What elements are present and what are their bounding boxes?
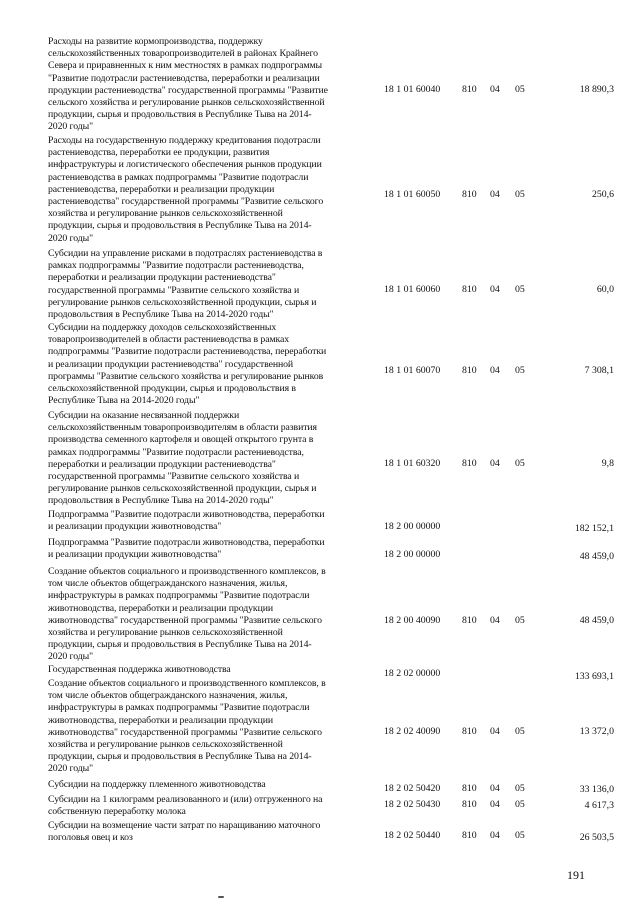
amount: 18 890,3 — [579, 84, 614, 95]
target-code: 18 1 01 60320 — [384, 458, 441, 469]
target-code: 18 1 01 60070 — [384, 365, 441, 376]
section-code: 04 — [490, 726, 500, 737]
section-code: 04 — [490, 830, 500, 841]
subsection-code: 05 — [515, 458, 525, 469]
amount: 26 503,5 — [579, 832, 614, 843]
target-code: 18 2 00 00000 — [384, 521, 441, 532]
amount: 7 308,1 — [584, 365, 614, 376]
subsection-code: 05 — [515, 783, 525, 794]
subsection-code: 05 — [515, 284, 525, 295]
row-description: Расходы на развитие кормопроизводства, поддержку сельскохозяйственных товаропроизводителей в районах Крайнего Севера и приравненных к ним местностях в рамках подпрограммы "Развитие подотрасли растениеводства, переработки и реализации продукции растениеводства" государственной программы "Развитие сельского хозяйства и регулирование рынков сельскохозяйственной продукции, сырья и продовольствия в Республике Тыва на 2014- 2020 годы" — [48, 36, 328, 133]
target-code: 18 1 01 60040 — [384, 84, 441, 95]
amount: 48 459,0 — [579, 615, 614, 626]
row-description: Субсидии на возмещение части затрат по наращиванию маточного поголовья овец и коз — [48, 820, 321, 844]
row-description: Создание объектов социального и производственного комплексов, в том числе объектов общегражданского назначения, жилья, инфраструктуры в рамках подпрограммы "Развитие подотрасли животноводства, переработки и реализации продукции животноводства" государственной программы "Развитие сельского хозяйства и регулирование рынков сельскохозяйственной продукции, сырья и продовольствия в Республике Тыва на 2014- 2020 годы" — [48, 678, 326, 775]
department-code: 810 — [462, 783, 477, 794]
row-description: Субсидии на поддержку доходов сельскохозяйственных товаропроизводителей в области растениеводства в рамках подпрограммы "Развитие подотрасли растениеводства, переработки и реализации продукции растениеводства" государственной программы "Развитие сельского хозяйства и регулирование рынков сельскохозяйственной продукции, сырья и продовольствия в Республике Тыва на 2014-2020 годы" — [48, 322, 327, 407]
target-code: 18 1 01 60060 — [384, 284, 441, 295]
section-code: 04 — [490, 84, 500, 95]
amount: 133 693,1 — [574, 671, 614, 682]
target-code: 18 2 02 50430 — [384, 799, 441, 810]
subsection-code: 05 — [515, 84, 525, 95]
target-code: 18 2 00 00000 — [384, 549, 441, 560]
subsection-code: 05 — [515, 189, 525, 200]
row-description: Субсидии на оказание несвязанной поддержки сельскохозяйственным товаропроизводителям в области развития производства семенного картофеля и овощей открытого грунта в рамках подпрограммы "Развитие подотрасли растениеводства, переработки и реализации продукции растениеводства" государственной программы "Развитие сельского хозяйства и регулирование рынков сельскохозяйственной продукции, сырья и продовольствия в Республике Тыва на 2014-2020 годы" — [48, 410, 317, 507]
department-code: 810 — [462, 830, 477, 841]
amount: 13 372,0 — [579, 726, 614, 737]
target-code: 18 2 02 50440 — [384, 830, 441, 841]
target-code: 18 2 02 50420 — [384, 783, 441, 794]
amount: 250,6 — [591, 189, 614, 200]
row-description: Создание объектов социального и производственного комплексов, в том числе объектов общегражданского назначения, жилья, инфраструктуры в рамках подпрограммы "Развитие подотрасли животноводства, переработки и реализации продукции животноводства" государственной программы "Развитие сельского хозяйства и регулирование рынков сельскохозяйственной продукции, сырья и продовольствия в Республике Тыва на 2014- 2020 годы" — [48, 566, 326, 663]
row-description: Подпрограмма "Развитие подотрасли животноводства, переработки и реализации продукции животноводства" — [48, 509, 325, 533]
row-description: Субсидии на 1 килограмм реализованного и (или) отгруженного на собственную переработку молока — [48, 794, 323, 818]
amount: 182 152,1 — [574, 523, 614, 534]
department-code: 810 — [462, 189, 477, 200]
section-code: 04 — [490, 615, 500, 626]
amount: 33 136,0 — [579, 784, 614, 795]
department-code: 810 — [462, 284, 477, 295]
amount: 48 459,0 — [579, 551, 614, 562]
section-code: 04 — [490, 458, 500, 469]
section-code: 04 — [490, 189, 500, 200]
row-description: Субсидии на поддержку племенного животноводства — [48, 779, 266, 790]
subsection-code: 05 — [515, 830, 525, 841]
amount: 9,8 — [601, 458, 614, 469]
section-code: 04 — [490, 783, 500, 794]
target-code: 18 1 01 60050 — [384, 189, 441, 200]
department-code: 810 — [462, 799, 477, 810]
target-code: 18 2 00 40090 — [384, 615, 441, 626]
section-code: 04 — [490, 284, 500, 295]
page-number: 191 — [567, 868, 585, 882]
department-code: 810 — [462, 458, 477, 469]
subsection-code: 05 — [515, 726, 525, 737]
department-code: 810 — [462, 726, 477, 737]
subsection-code: 05 — [515, 365, 525, 376]
target-code: 18 2 02 00000 — [384, 668, 441, 679]
department-code: 810 — [462, 84, 477, 95]
department-code: 810 — [462, 615, 477, 626]
section-code: 04 — [490, 799, 500, 810]
row-description: Подпрограмма "Развитие подотрасли животноводства, переработки и реализации продукции животноводства" — [48, 537, 325, 561]
subsection-code: 05 — [515, 799, 525, 810]
row-description: Расходы на государственную поддержку кредитования подотрасли растениеводства, переработки ее продукции, развития инфраструктуры и логистического обеспечения рынков продукции растениеводства в рамках подпрограммы "Развитие подотрасли растениеводства, переработки и реализации продукции растениеводства" государственной программы "Развитие сельского хозяйства и регулирование рынков сельскохозяйственной продукции, сырья и продовольствия в Республике Тыва на 2014- 2020 годы" — [48, 135, 324, 244]
section-code: 04 — [490, 365, 500, 376]
amount: 60,0 — [596, 284, 614, 295]
target-code: 18 2 02 40090 — [384, 726, 441, 737]
amount: 4 617,3 — [584, 800, 614, 811]
subsection-code: 05 — [515, 615, 525, 626]
department-code: 810 — [462, 365, 477, 376]
row-description: Субсидии на управление рисками в подотраслях растениеводства в рамках подпрограммы "Развитие подотрасли растениеводства, переработки и реализации продукции растениеводства" государственной программы "Развитие сельского хозяйства и регулирование рынков сельскохозяйственной продукции, сырья и продовольствия в Республике Тыва на 2014-2020 годы" — [48, 248, 323, 321]
row-description: Государственная поддержка животноводства — [48, 664, 231, 675]
scan-speck — [218, 896, 224, 898]
